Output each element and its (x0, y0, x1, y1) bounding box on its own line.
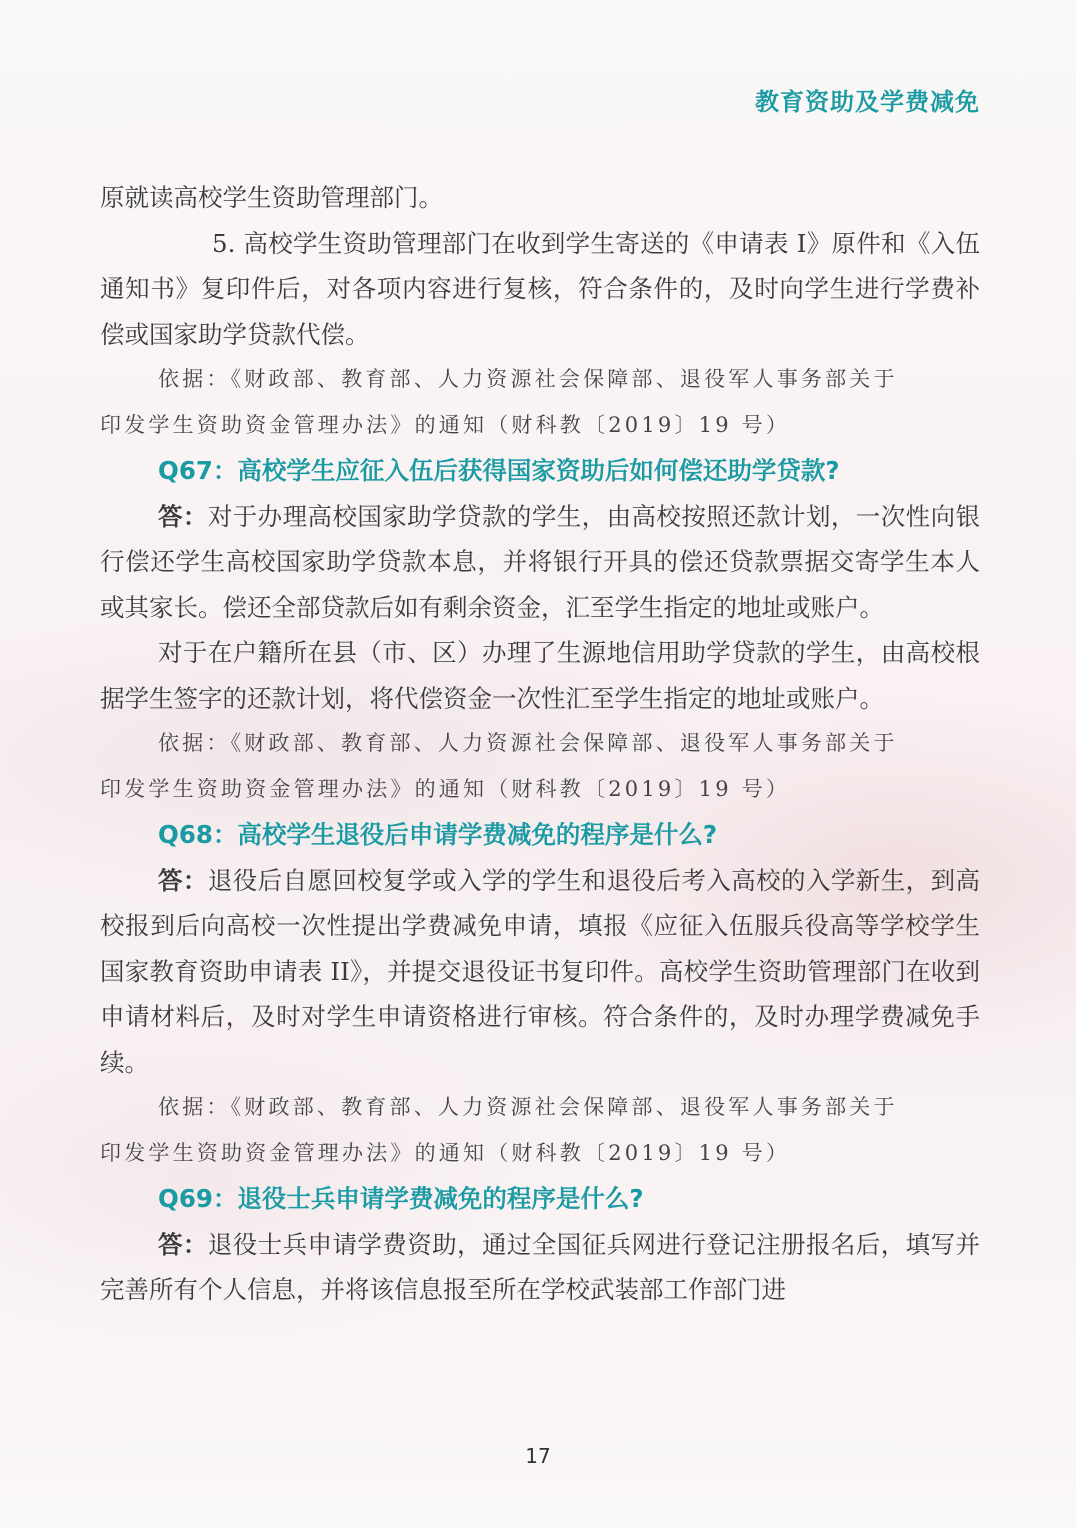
answer-label: 答： (158, 865, 208, 895)
answer-q68-p1 (100, 858, 980, 1086)
basis-citation (100, 1085, 980, 1176)
basis-line-2: 印发学生资助资金管理办法》的通知（财科教〔2019〕19 号） (100, 412, 791, 437)
answer-q67-p2: 对于在户籍所在县（市、区）办理了生源地信用助学贷款的学生，由高校根据学生签字的还款计划，将代偿资金一次性汇至学生指定的地址或账户。 (100, 638, 980, 713)
basis-citation (100, 721, 980, 812)
section-header: 教育资助及学费减免 (755, 88, 980, 116)
basis-citation (100, 357, 980, 448)
answer-text: 退役后自愿回校复学或入学的学生和退役后考入高校的入学新生，到高校报到后向高校一次性提出学费减免申请，填报《应征入伍服兵役高等学校学生国家教育资助申请表 II》，并提交退役证书复印件。高校学生资助管理部门在收到申请材料后，及时对学生申请资格进行审核。符合条件的，及时办理学费减免手续。 (100, 865, 980, 1077)
question-q68: Q68：高校学生退役后申请学费减免的程序是什么? (158, 820, 718, 849)
paragraph-continuation: 原就读高校学生资助管理部门。 (100, 183, 443, 212)
answer-label: 答： (158, 1229, 208, 1259)
page-content (100, 175, 980, 1313)
basis-line-1: 依据：《财政部、教育部、人力资源社会保障部、退役军人事务部关于 (158, 731, 898, 755)
question-q67: Q67：高校学生应征入伍后获得国家资助后如何偿还助学贷款? (158, 456, 840, 485)
page-number: 17 (525, 1444, 551, 1468)
answer-label: 答： (158, 501, 208, 531)
basis-line-1: 依据：《财政部、教育部、人力资源社会保障部、退役军人事务部关于 (158, 367, 898, 391)
basis-line-2: 印发学生资助资金管理办法》的通知（财科教〔2019〕19 号） (100, 776, 791, 801)
question-q69: Q69：退役士兵申请学费减免的程序是什么? (158, 1184, 644, 1213)
answer-q69-p1 (100, 1222, 980, 1313)
answer-text: 对于办理高校国家助学贷款的学生，由高校按照还款计划，一次性向银行偿还学生高校国家助学贷款本息，并将银行开具的偿还贷款票据交寄学生本人或其家长。偿还全部贷款后如有剩余资金，汇至学生指定的地址或账户。 (100, 501, 980, 622)
paragraph-step-5: 5. 高校学生资助管理部门在收到学生寄送的《申请表 I》原件和《入伍通知书》复印件后，对各项内容进行复核，符合条件的，及时向学生进行学费补偿或国家助学贷款代偿。 (100, 228, 980, 349)
answer-text: 退役士兵申请学费资助，通过全国征兵网进行登记注册报名后，填写并完善所有个人信息，并将该信息报至所在学校武装部工作部门进 (100, 1229, 980, 1304)
basis-line-1: 依据：《财政部、教育部、人力资源社会保障部、退役军人事务部关于 (158, 1095, 898, 1119)
basis-line-2: 印发学生资助资金管理办法》的通知（财科教〔2019〕19 号） (100, 1140, 791, 1165)
answer-q67-p1 (100, 494, 980, 631)
